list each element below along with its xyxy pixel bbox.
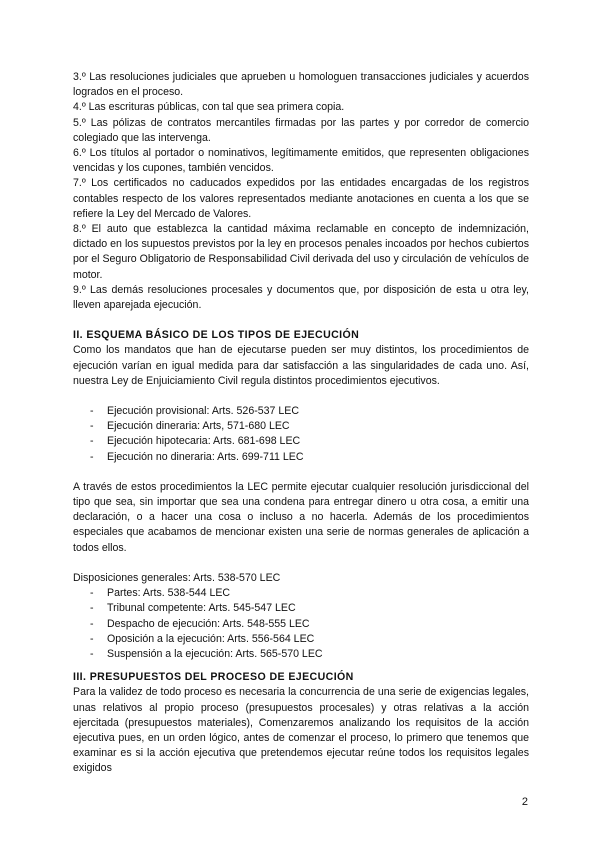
list-item: - Ejecución hipotecaria: Arts. 681-698 LEC	[90, 434, 529, 449]
list-item-7: 7.º Los certificados no caducados expedidos por las entidades encargadas de los registros contables respecto de los valores representados mediante anotaciones en cuenta a los que se refiere la Ley del Mercado de Valores.	[73, 177, 529, 220]
list-item-3: 3.º Las resoluciones judiciales que aprueben u homologuen transacciones judiciales y acuerdos logrados en el proceso.	[73, 71, 529, 99]
list-item: - Partes: Arts. 538-544 LEC	[90, 586, 529, 601]
page-number: 2	[521, 796, 528, 808]
general-provisions-list	[73, 586, 529, 662]
list-item: - Ejecución provisional: Arts. 526-537 LEC	[90, 404, 529, 419]
list-item: - Despacho de ejecución: Arts. 548-555 LEC	[90, 617, 529, 632]
list-item-6: 6.º Los títulos al portador o nominativos, legítimamente emitidos, que representen obligaciones vencidas y los cupones, también vencidos.	[73, 147, 529, 175]
list-item-5: 5.º Las pólizas de contratos mercantiles firmadas por las partes y por corredor de comercio colegiado que las intervenga.	[73, 116, 529, 144]
section-ii-body: A través de estos procedimientos la LEC permite ejecutar cualquier resolución jurisdiccional del tipo que sea, sin importar que sea una condena para entregar dinero u otra cosa, a emitir una declaración, o a hacer una cosa o incluso a no hacerla. Además de los procedimientos especiales que acabamos de mencionar existen una serie de normas generales de aplicación a todos ellos.	[73, 480, 529, 554]
list-item: - Tribunal competente: Arts. 545-547 LEC	[90, 601, 529, 616]
section-ii-intro: Como los mandatos que han de ejecutarse pueden ser muy distintos, los procedimientos de ejecución varían en igual medida para dar satisfacción a las singularidades de cada uno. Así, nuestra Ley de Enjuiciamiento Civil regula distintos procedimientos ejecutivos.	[73, 344, 529, 387]
list-item-8: 8.º El auto que establezca la cantidad máxima reclamable en concepto de indemnización, dictado en los supuestos previstos por la ley en procesos penales incoados por hechos cubiertos por el Seguro Obligatorio de Responsabilidad Civil derivada del uso y circulación de vehículos de motor.	[73, 223, 529, 281]
section-heading-iii: III. PRESUPUESTOS DEL PROCESO DE EJECUCIÓN	[73, 671, 354, 684]
list-item: - Suspensión a la ejecución: Arts. 565-570 LEC	[90, 647, 529, 662]
list-item: - Ejecución no dineraria: Arts. 699-711 LEC	[90, 450, 529, 465]
general-provisions-label: Disposiciones generales: Arts. 538-570 LEC	[73, 571, 281, 584]
section-iii-body: Para la validez de todo proceso es necesaria la concurrencia de una serie de exigencias legales, unas relativos al propio proceso (presupuestos procesales) y otras relativas a la acción ejercitada (presupuestos materiales), Comenzaremos analizando los requisitos de la acción ejecutiva pues, en un orden lógico, antes de comenzar el proceso, lo primero que tenemos que examinar es si la acción ejecutiva que pretendemos ejecutar reúne todos los requisitos legales exigidos	[73, 686, 529, 775]
document-page	[73, 70, 529, 777]
execution-types-list	[73, 404, 529, 465]
list-item: - Ejecución dineraria: Arts, 571-680 LEC	[90, 419, 529, 434]
list-item-4: 4.º Las escrituras públicas, con tal que sea primera copia.	[73, 101, 345, 114]
section-heading-ii: II. ESQUEMA BÁSICO DE LOS TIPOS DE EJECUCIÓN	[73, 329, 360, 342]
list-item: - Oposición a la ejecución: Arts. 556-564 LEC	[90, 632, 529, 647]
list-item-9: 9.º Las demás resoluciones procesales y documentos que, por disposición de esta u otra ley, lleven aparejada ejecución.	[73, 283, 529, 312]
